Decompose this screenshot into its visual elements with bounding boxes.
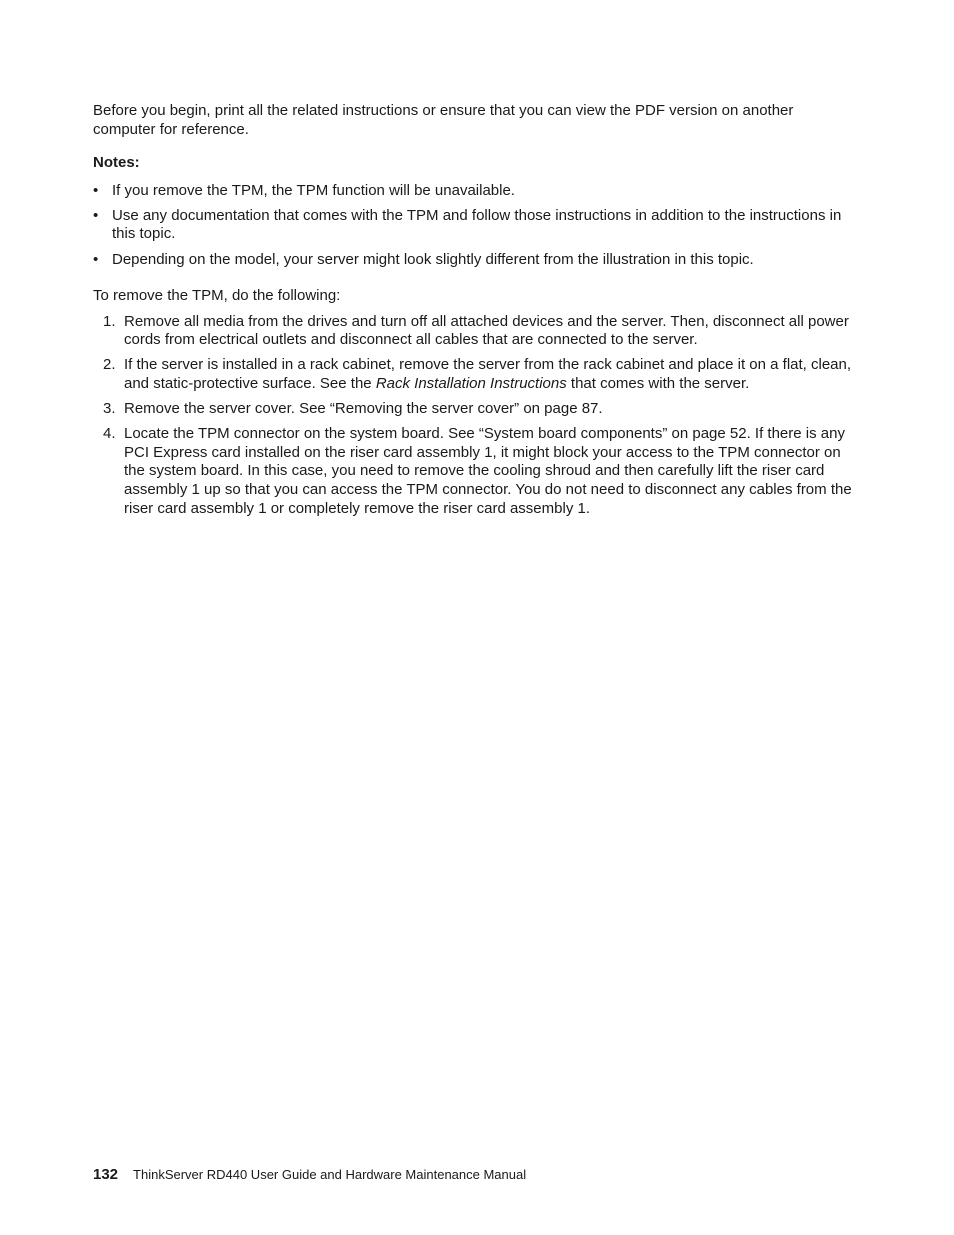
step-text-after: that comes with the server. [566, 375, 750, 393]
page-footer [93, 1166, 526, 1184]
step-text [124, 356, 851, 392]
bullet-icon: • [93, 250, 99, 268]
page-content [93, 102, 853, 525]
step-item [93, 425, 853, 518]
note-item [93, 251, 853, 270]
note-text: Use any documentation that comes with the TPM and follow those instructions in addition to the instructions in this topic. [112, 206, 842, 243]
rack-installation-instructions-title: Rack Installation Instructions [375, 375, 567, 393]
step-number: 2. [103, 356, 116, 374]
notes-heading: Notes: [93, 154, 140, 172]
note-text: If you remove the TPM, the TPM function will be unavailable. [112, 181, 515, 199]
intro-paragraph: Before you begin, print all the related instructions or ensure that you can view the PDF version on another computer for reference. [93, 102, 794, 138]
notes-list [93, 182, 853, 269]
note-item [93, 207, 853, 244]
step-text: Remove all media from the drives and turn off all attached devices and the server. Then, disconnect all power cords from electrical outlets and disconnect all cables that are connected to the server. [124, 312, 849, 349]
manual-title: ThinkServer RD440 User Guide and Hardware Maintenance Manual [133, 1167, 527, 1182]
step-number: 3. [103, 400, 116, 418]
step-item [93, 400, 853, 419]
step-text: Locate the TPM connector on the system board. See “System board components” on page 52. If there is any PCI Express card installed on the riser card assembly 1, it might block your access to the TPM connector on the system board. In this case, you need to remove the cooling shroud and then carefully lift the riser card assembly 1 up so that you can access the TPM connector. You do not need to disconnect any cables from the riser card assembly 1 or completely remove the riser card assembly 1. [124, 425, 852, 517]
step-number: 1. [103, 312, 116, 330]
bullet-icon: • [93, 181, 99, 199]
note-text: Depending on the model, your server might look slightly different from the illustration in this topic. [112, 250, 754, 268]
step-item [93, 356, 853, 393]
bullet-icon: • [93, 206, 99, 224]
steps-list [93, 313, 853, 518]
step-item [93, 313, 853, 350]
note-item [93, 182, 853, 201]
step-text-before: If the server is installed in a rack cabinet, remove the server from the rack cabinet and place it on a flat, clean, and static-protective surface. See the [124, 356, 852, 393]
page-number: 132 [93, 1166, 119, 1183]
step-number: 4. [103, 425, 116, 443]
steps-intro: To remove the TPM, do the following: [93, 287, 341, 305]
step-text: Remove the server cover. See “Removing the server cover” on page 87. [124, 400, 603, 418]
